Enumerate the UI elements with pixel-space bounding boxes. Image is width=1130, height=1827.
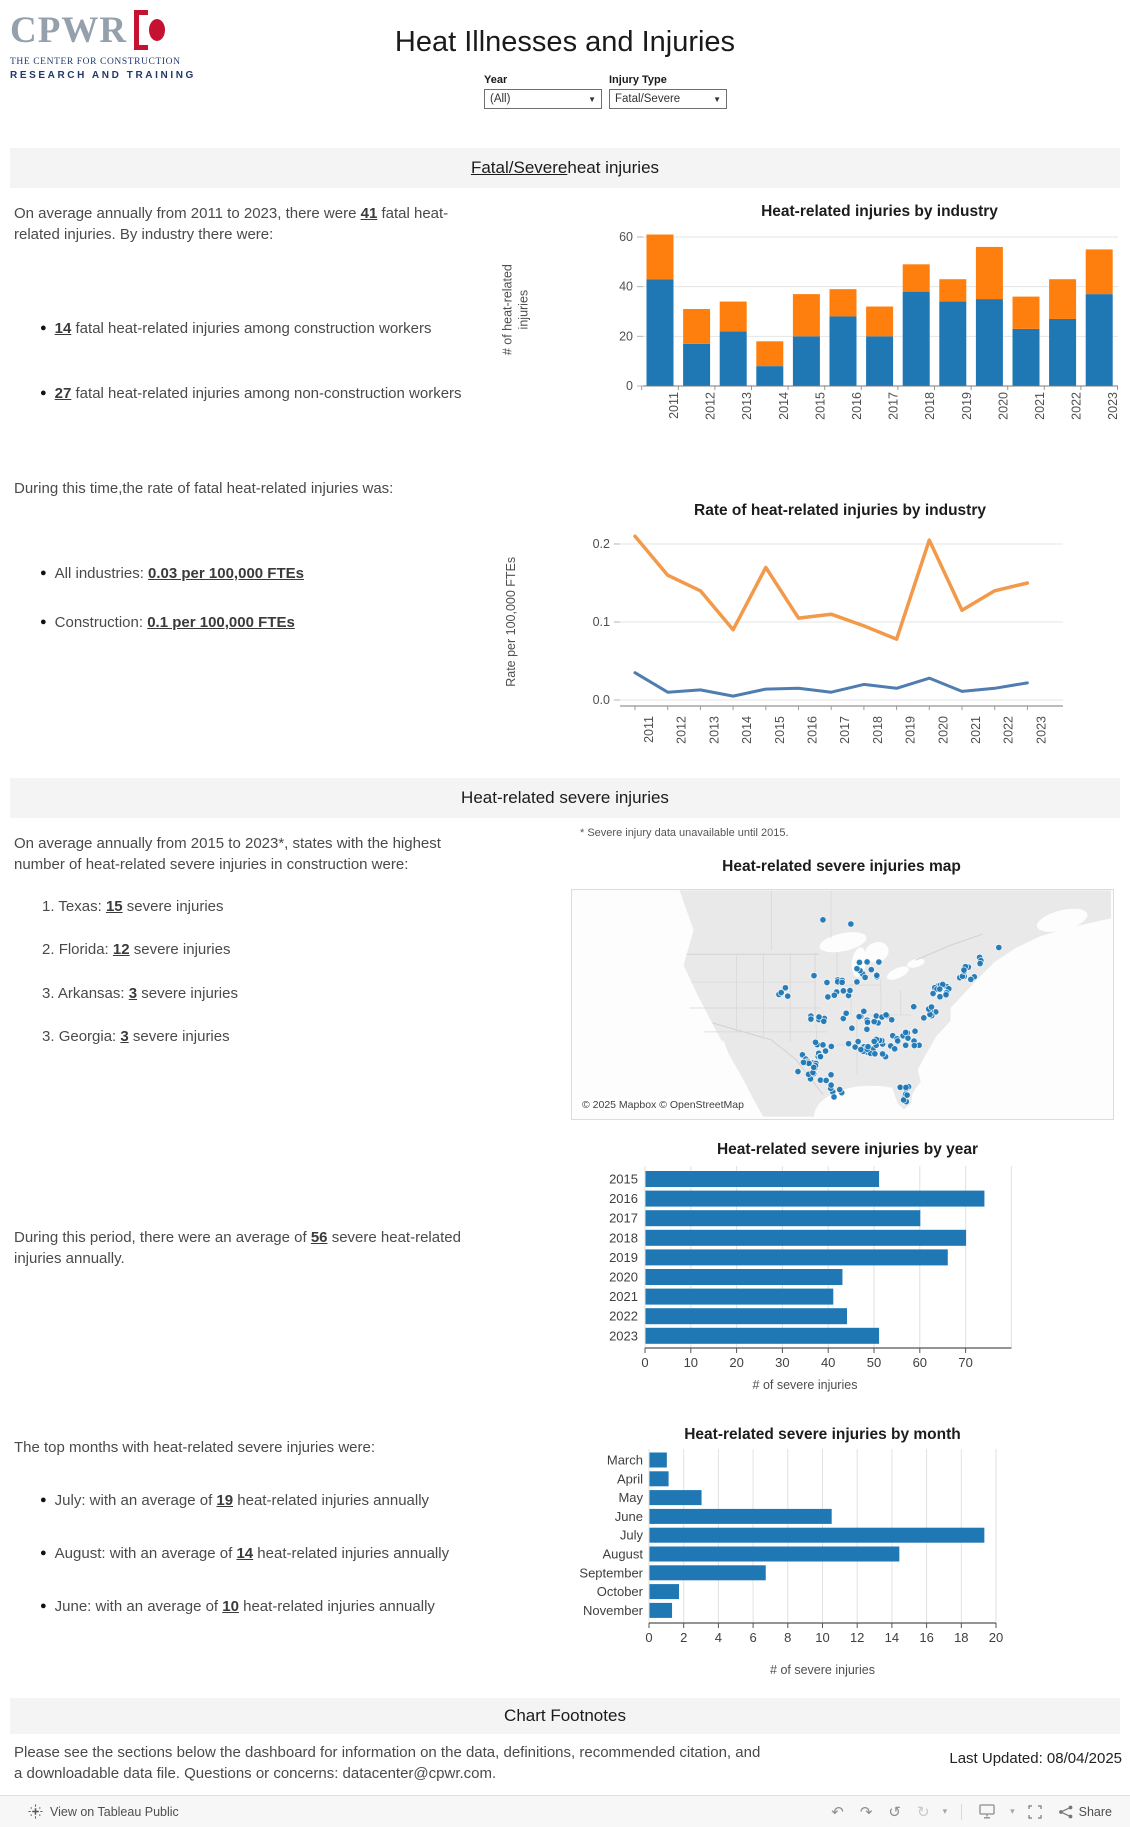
state-label: Georgia: bbox=[58, 1027, 121, 1045]
svg-text:2018: 2018 bbox=[923, 392, 938, 420]
year-chart-title: Heat-related severe injuries by year bbox=[716, 1141, 979, 1158]
month-pre: June: with an average of bbox=[54, 1598, 223, 1615]
year-filter bbox=[484, 74, 602, 109]
svg-text:2021: 2021 bbox=[969, 716, 983, 744]
toolbar-actions bbox=[823, 1803, 1120, 1821]
severe-states-list bbox=[14, 896, 514, 1069]
fatal-nonconstruction-bullet bbox=[14, 383, 486, 404]
share-icon[interactable] bbox=[1058, 1805, 1112, 1819]
year-filter-label: Year bbox=[484, 74, 508, 86]
svg-text:40: 40 bbox=[619, 279, 633, 294]
rank: 3. bbox=[42, 1027, 59, 1045]
view-on-tableau-public[interactable] bbox=[28, 1804, 179, 1819]
svg-text:2016: 2016 bbox=[609, 1191, 638, 1207]
state-value: 3 bbox=[128, 984, 138, 1002]
bullet-icon: ● bbox=[40, 1494, 47, 1506]
state-rest: severe injuries bbox=[137, 984, 238, 1002]
caret-down-icon[interactable]: ▾ bbox=[942, 1806, 948, 1816]
svg-text:0.1: 0.1 bbox=[592, 615, 610, 629]
svg-text:2022: 2022 bbox=[1001, 716, 1016, 744]
severe-heading-text: Heat-related severe injuries bbox=[461, 788, 669, 807]
severe-by-year-chart[interactable] bbox=[488, 1133, 1130, 1401]
fatal-intro-paragraph bbox=[14, 203, 486, 246]
rate-construction-label: Construction: bbox=[54, 614, 148, 631]
svg-text:16: 16 bbox=[919, 1630, 934, 1645]
svg-text:60: 60 bbox=[619, 230, 633, 244]
bullet-icon: ● bbox=[40, 1547, 47, 1559]
undo-icon[interactable]: ↶ bbox=[831, 1803, 844, 1821]
year-filter-value: (All) bbox=[490, 93, 511, 105]
svg-text:October: October bbox=[596, 1584, 643, 1600]
tableau-logo-icon bbox=[28, 1804, 43, 1819]
svg-text:8: 8 bbox=[784, 1630, 792, 1645]
state-rest: severe injuries bbox=[128, 1027, 230, 1045]
cpwr-logo-brand: CPWR bbox=[10, 9, 128, 51]
svg-text:2015: 2015 bbox=[609, 1171, 638, 1187]
nonconstruction-fatal-text: fatal heat-related injuries among non-construction workers bbox=[71, 385, 462, 402]
svg-text:2020: 2020 bbox=[936, 716, 951, 744]
svg-text:2012: 2012 bbox=[674, 716, 689, 744]
bullet-icon: ● bbox=[40, 567, 47, 579]
svg-text:2014: 2014 bbox=[776, 392, 791, 420]
svg-text:2019: 2019 bbox=[959, 392, 974, 420]
severe-average-value: 56 bbox=[310, 1229, 328, 1246]
svg-text:2017: 2017 bbox=[886, 392, 901, 420]
footer-note: Please see the sections below the dashboard for information on the data, definitions, recommended citation, and a downloadable data file. Questions or concerns: datacenter@cpwr.com. bbox=[14, 1744, 761, 1782]
month-value: 10 bbox=[222, 1598, 239, 1615]
svg-text:2022: 2022 bbox=[609, 1308, 638, 1324]
month-bullet-june bbox=[14, 1596, 486, 1617]
svg-text:30: 30 bbox=[775, 1355, 790, 1370]
svg-text:April: April bbox=[616, 1471, 643, 1487]
svg-text:November: November bbox=[583, 1602, 643, 1618]
svg-text:2: 2 bbox=[680, 1630, 688, 1645]
month-bullet-july bbox=[14, 1490, 486, 1511]
year-filter-dropdown[interactable] bbox=[484, 89, 602, 109]
construction-fatal-text: fatal heat-related injuries among construction workers bbox=[71, 320, 432, 337]
svg-text:2018: 2018 bbox=[870, 716, 885, 744]
svg-text:0: 0 bbox=[645, 1630, 653, 1645]
svg-text:2021: 2021 bbox=[1033, 392, 1047, 420]
svg-text:60: 60 bbox=[912, 1355, 928, 1370]
state-value: 3 bbox=[120, 1027, 129, 1045]
month-value: 19 bbox=[216, 1492, 234, 1509]
rank: 2. bbox=[42, 941, 59, 959]
month-pre: August: with an average of bbox=[54, 1545, 237, 1562]
construction-fatal-value: 14 bbox=[54, 320, 72, 337]
rank: 1. bbox=[42, 898, 59, 915]
rate-intro-paragraph: During this time,the rate of fatal heat-related injuries was: bbox=[14, 480, 394, 497]
logo-dot-shape bbox=[149, 19, 165, 41]
svg-text:2021: 2021 bbox=[609, 1289, 638, 1305]
svg-text:2023: 2023 bbox=[1034, 716, 1049, 744]
caret-down-icon: ▼ bbox=[713, 94, 721, 104]
svg-text:2011: 2011 bbox=[667, 392, 681, 419]
svg-text:June: June bbox=[614, 1508, 643, 1524]
svg-text:0: 0 bbox=[641, 1355, 649, 1370]
rate-chart-title: Rate of heat-related injuries by industry bbox=[694, 502, 986, 519]
nonconstruction-fatal-value: 27 bbox=[54, 385, 72, 402]
caret-down-icon: ▼ bbox=[588, 94, 596, 104]
svg-text:50: 50 bbox=[866, 1355, 882, 1370]
svg-text:70: 70 bbox=[958, 1355, 973, 1370]
section-heading-footnotes bbox=[10, 1698, 1120, 1734]
map-title: Heat-related severe injuries map bbox=[722, 858, 961, 875]
logo-line1: THE CENTER FOR CONSTRUCTION bbox=[10, 57, 181, 67]
state-label: Texas: bbox=[58, 898, 106, 915]
svg-text:2019: 2019 bbox=[903, 716, 918, 744]
rate-line-chart[interactable] bbox=[488, 492, 1130, 777]
svg-text:2011: 2011 bbox=[642, 716, 656, 743]
injury-type-filter bbox=[609, 74, 727, 109]
bullet-icon: ● bbox=[40, 616, 47, 628]
month-chart-x-axis-title: # of severe injuries bbox=[770, 1663, 875, 1677]
severe-average-paragraph bbox=[14, 1227, 494, 1270]
bullet-icon: ● bbox=[40, 322, 47, 334]
cpwr-logo-mark-icon bbox=[134, 10, 165, 50]
toolbar-divider bbox=[961, 1804, 962, 1820]
svg-text:0.0: 0.0 bbox=[592, 693, 610, 707]
month-chart-title: Heat-related severe injuries by month bbox=[684, 1426, 961, 1443]
svg-text:0.2: 0.2 bbox=[592, 537, 610, 551]
month-post: heat-related injuries annually bbox=[253, 1545, 450, 1562]
download-icon[interactable] bbox=[979, 1804, 997, 1819]
severe-by-month-chart[interactable] bbox=[488, 1418, 1130, 1693]
svg-text:6: 6 bbox=[749, 1630, 757, 1645]
top-months-paragraph: The top months with heat-related severe injuries were: bbox=[14, 1439, 376, 1456]
reset-icon[interactable]: ↺ bbox=[888, 1803, 901, 1821]
svg-text:2023: 2023 bbox=[1106, 392, 1121, 420]
month-post: heat-related injuries annually bbox=[233, 1492, 430, 1509]
state-label: Arkansas: bbox=[57, 984, 129, 1002]
bullet-icon: ● bbox=[40, 1600, 47, 1612]
refresh-icon[interactable]: ↻ bbox=[917, 1803, 930, 1821]
rate-construction-bullet bbox=[14, 612, 486, 633]
list-item-florida bbox=[42, 939, 514, 960]
severe-data-footnote: * Severe injury data unavailable until 2015. bbox=[580, 827, 789, 839]
rate-all-industries-bullet bbox=[14, 563, 486, 584]
fatal-intro-post: fatal heat-related injuries. By industry there were: bbox=[14, 205, 449, 244]
svg-text:2020: 2020 bbox=[996, 392, 1011, 420]
month-pre: July: with an average of bbox=[54, 1492, 217, 1509]
last-updated: Last Updated: 08/04/2025 bbox=[949, 1750, 1122, 1767]
severe-intro-paragraph: On average annually from 2015 to 2023*, states with the highest number of heat-related severe injuries in construction were: bbox=[14, 835, 441, 874]
state-rest: severe injuries bbox=[122, 898, 224, 915]
svg-text:2023: 2023 bbox=[609, 1328, 638, 1344]
injury-type-filter-label: Injury Type bbox=[609, 74, 667, 86]
state-rest: severe injuries bbox=[129, 941, 231, 959]
share-label[interactable]: Share bbox=[1078, 1804, 1112, 1819]
month-post: heat-related injuries annually bbox=[238, 1598, 435, 1615]
logo-line2: RESEARCH AND TRAINING bbox=[10, 70, 196, 81]
svg-text:10: 10 bbox=[683, 1355, 699, 1370]
svg-text:0: 0 bbox=[626, 379, 633, 393]
fatal-heading-rest: heat injuries bbox=[567, 158, 660, 177]
svg-text:2015: 2015 bbox=[813, 392, 828, 420]
svg-text:2019: 2019 bbox=[609, 1249, 638, 1265]
fatal-construction-bullet bbox=[14, 318, 486, 339]
svg-text:18: 18 bbox=[954, 1630, 969, 1645]
state-value: 12 bbox=[112, 941, 130, 959]
rate-construction-value: 0.1 per 100,000 FTEs bbox=[147, 614, 295, 631]
svg-text:2012: 2012 bbox=[703, 392, 718, 420]
logo-bracket-shape bbox=[134, 10, 148, 50]
svg-text:20: 20 bbox=[619, 329, 633, 344]
map-attribution[interactable]: © 2025 Mapbox © OpenStreetMap bbox=[577, 1098, 749, 1112]
svg-text:20: 20 bbox=[988, 1630, 1004, 1645]
svg-text:20: 20 bbox=[729, 1355, 744, 1370]
svg-text:2015: 2015 bbox=[772, 716, 787, 744]
bullet-icon: ● bbox=[40, 387, 47, 399]
svg-text:2022: 2022 bbox=[1069, 392, 1084, 420]
fatal-severe-link[interactable]: Fatal/Severe bbox=[470, 158, 568, 177]
svg-text:4: 4 bbox=[714, 1630, 723, 1645]
svg-text:July: July bbox=[619, 1527, 643, 1543]
svg-text:2013: 2013 bbox=[740, 392, 755, 420]
fatal-intro-pre: On average annually from 2011 to 2023, there were bbox=[14, 205, 361, 222]
svg-text:2013: 2013 bbox=[707, 716, 722, 744]
svg-text:14: 14 bbox=[884, 1630, 900, 1645]
industry-chart-title: Heat-related injuries by industry bbox=[761, 203, 998, 220]
svg-text:September: September bbox=[579, 1565, 643, 1581]
footnotes-heading-text: Chart Footnotes bbox=[504, 1706, 626, 1725]
redo-icon[interactable]: ↷ bbox=[859, 1803, 873, 1821]
caret-down-icon[interactable]: ▾ bbox=[1010, 1806, 1015, 1816]
tableau-toolbar bbox=[0, 1795, 1130, 1827]
svg-text:2020: 2020 bbox=[609, 1269, 638, 1285]
map-canvas[interactable] bbox=[572, 890, 1111, 1117]
month-bullet-august bbox=[14, 1543, 486, 1564]
rate-all-value: 0.03 per 100,000 FTEs bbox=[148, 565, 304, 582]
svg-text:August: August bbox=[602, 1546, 643, 1562]
svg-text:May: May bbox=[618, 1490, 643, 1506]
rate-chart-y-axis-title: Rate per 100,000 FTEs bbox=[504, 556, 519, 687]
year-chart-x-axis-title: # of severe injuries bbox=[752, 1378, 858, 1392]
section-heading-fatal-severe bbox=[10, 148, 1120, 188]
svg-text:2016: 2016 bbox=[805, 716, 820, 744]
state-value: 15 bbox=[105, 898, 123, 915]
svg-text:10: 10 bbox=[815, 1630, 830, 1645]
industry-bar-chart[interactable] bbox=[488, 196, 1130, 448]
cpwr-logo bbox=[10, 8, 240, 81]
severe-average-post: severe heat-related injuries annually. bbox=[14, 1229, 461, 1268]
fullscreen-icon[interactable] bbox=[1028, 1805, 1042, 1819]
list-item-texas bbox=[42, 896, 514, 917]
rate-all-label: All industries: bbox=[54, 565, 149, 582]
state-label: Florida: bbox=[58, 941, 113, 959]
section-heading-severe bbox=[10, 778, 1120, 818]
injury-type-filter-value: Fatal/Severe bbox=[615, 93, 681, 105]
svg-text:2017: 2017 bbox=[838, 716, 853, 744]
view-on-tableau-label: View on Tableau Public bbox=[50, 1804, 179, 1819]
svg-text:40: 40 bbox=[820, 1355, 836, 1370]
svg-text:2018: 2018 bbox=[609, 1230, 638, 1246]
svg-text:2017: 2017 bbox=[609, 1210, 638, 1226]
rank: 3. bbox=[42, 984, 58, 1002]
fatal-total-value: 41 bbox=[360, 205, 378, 222]
list-item-georgia bbox=[42, 1026, 514, 1047]
page-title: Heat Illnesses and Injuries bbox=[394, 26, 736, 58]
svg-text:2016: 2016 bbox=[850, 392, 864, 420]
severe-average-pre: During this period, there were an average of bbox=[14, 1229, 311, 1246]
month-value: 14 bbox=[236, 1545, 254, 1562]
injury-type-filter-dropdown[interactable] bbox=[609, 89, 727, 109]
list-item-arkansas bbox=[42, 983, 514, 1004]
svg-text:2014: 2014 bbox=[740, 716, 755, 744]
industry-chart-y-axis-title: # of heat-related injuries bbox=[500, 264, 530, 356]
severe-injuries-map[interactable] bbox=[571, 889, 1114, 1120]
svg-text:March: March bbox=[606, 1452, 643, 1468]
svg-text:12: 12 bbox=[849, 1630, 865, 1645]
